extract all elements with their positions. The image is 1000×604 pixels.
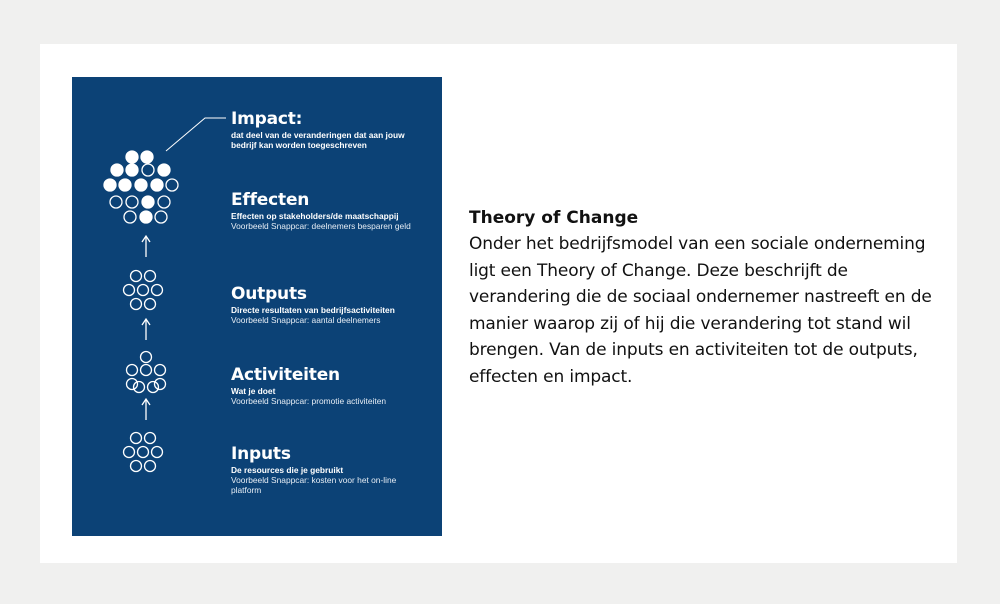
stage-subtitle: De resources die je gebruikt xyxy=(231,465,344,475)
theory-of-change-diagram xyxy=(72,77,442,536)
stage-subtitle: Effecten op stakeholders/de maatschappij xyxy=(231,211,399,221)
stage-subtitle: dat deel van de veranderingen dat aan jouw bedrijf kan worden toegeschreven xyxy=(231,130,405,150)
stage-title: Inputs xyxy=(231,444,291,464)
outputs-cluster-icon xyxy=(124,271,163,310)
up-arrow-icon xyxy=(142,319,150,340)
stage-title: Effecten xyxy=(231,190,310,210)
impact-connector-line xyxy=(166,118,226,151)
description-heading: Theory of Change xyxy=(469,208,639,228)
stage-effecten xyxy=(231,190,431,231)
stage-example: Voorbeeld Snappcar: promotie activiteiten xyxy=(231,396,387,406)
stage-example: Voorbeeld Snappcar: deelnemers besparen geld xyxy=(231,221,411,231)
stage-example: Voorbeeld Snappcar: aantal deelnemers xyxy=(231,315,381,325)
up-arrow-icon xyxy=(142,399,150,420)
stage-title: Activiteiten xyxy=(231,365,340,385)
up-arrow-icon xyxy=(142,236,150,257)
impact-cluster-icon xyxy=(104,151,178,223)
stage-outputs xyxy=(231,284,431,325)
stage-subtitle: Directe resultaten van bedrijfsactiviteiten xyxy=(231,305,395,315)
inputs-cluster-icon xyxy=(124,433,163,472)
stage-activiteiten xyxy=(231,365,431,406)
stage-inputs xyxy=(231,444,401,495)
stage-title: Impact: xyxy=(231,109,303,129)
stage-title: Outputs xyxy=(231,284,307,304)
description-block xyxy=(469,205,939,390)
stage-subtitle: Wat je doet xyxy=(231,386,276,396)
activities-cluster-icon xyxy=(127,352,166,393)
stage-example: Voorbeeld Snappcar: kosten voor het on-line platform xyxy=(231,475,397,495)
stage-impact xyxy=(231,109,421,150)
description-body: Onder het bedrijfsmodel van een sociale onderneming ligt een Theory of Change. Deze beschrijft de verandering die de sociaal ondernemer nastreeft en de manier waarop zij of hij die verandering tot stand wil brengen. Van de inputs en activiteiten tot de outputs, effecten en impact. xyxy=(469,234,932,387)
